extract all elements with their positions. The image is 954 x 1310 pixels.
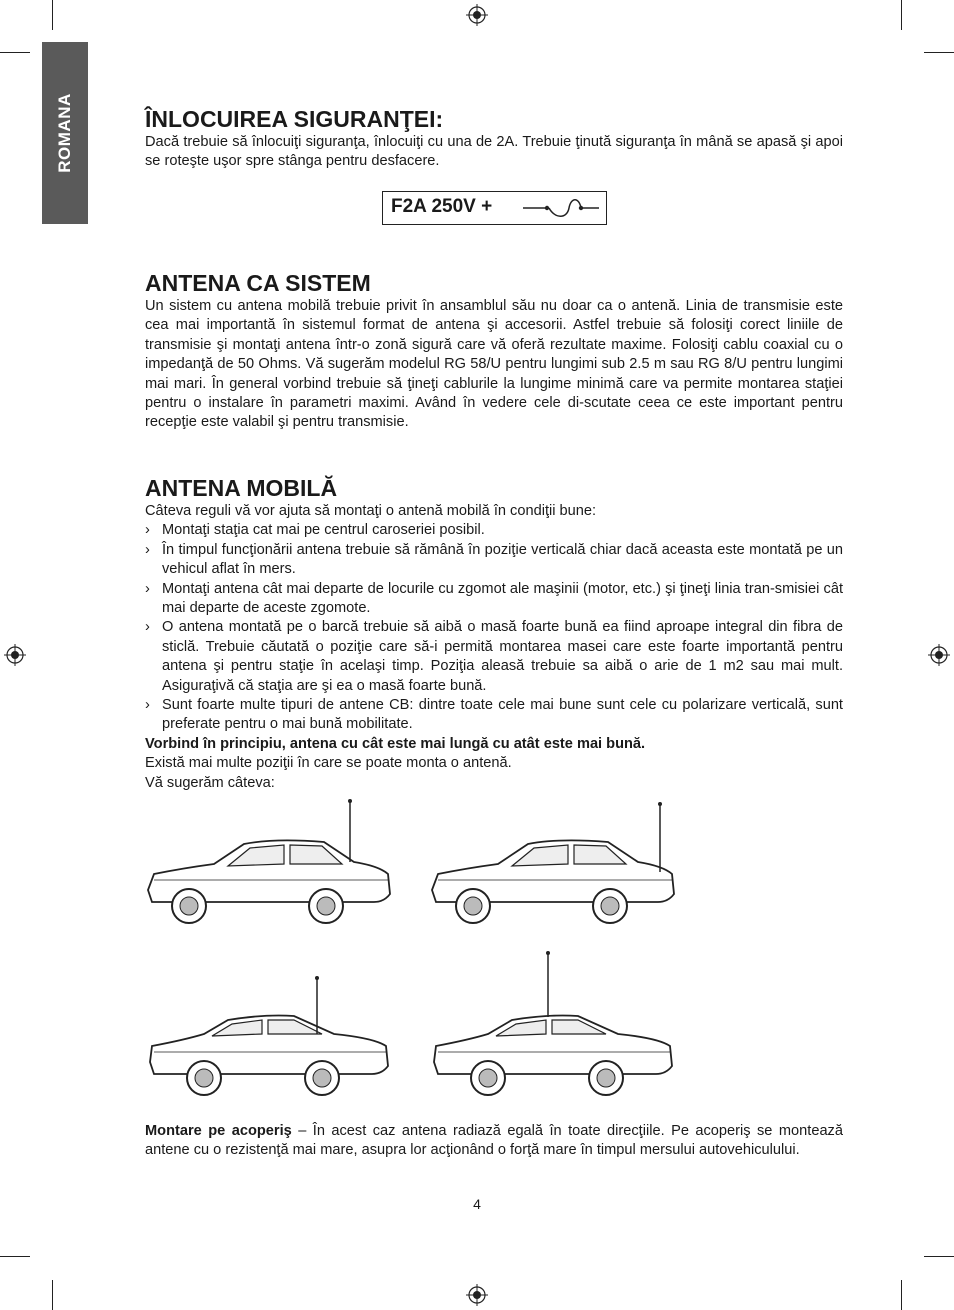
fuse-label: F2A 250V + bbox=[391, 196, 493, 217]
language-side-tab bbox=[42, 42, 88, 224]
fuse-symbol-box bbox=[382, 191, 607, 225]
roof-mount-bold: Montare pe acoperiş bbox=[145, 1123, 292, 1139]
list-item: › Montaţi staţia cat mai pe centrul caroseriei posibil. bbox=[145, 521, 843, 540]
bullet-marker: › bbox=[145, 619, 150, 636]
bullet-marker: › bbox=[145, 580, 150, 597]
suggest-line: Vă sugerăm câteva: bbox=[145, 774, 275, 791]
bullet-marker: › bbox=[145, 541, 150, 558]
mobile-antenna-heading: ANTENA MOBILĂ bbox=[145, 475, 338, 501]
antenna-system-heading: ANTENA CA SISTEM bbox=[145, 270, 371, 296]
mobile-antenna-intro: Câteva reguli vă vor ajuta să montaţi o antenă mobilă în condiţii bune: bbox=[145, 503, 597, 519]
bullet-marker: › bbox=[145, 522, 150, 539]
fuse-heading: ÎNLOCUIREA SIGURANŢEI: bbox=[145, 106, 444, 132]
fuse-symbol-icon bbox=[521, 195, 601, 221]
fuse-text: Dacă trebuie să înlocuiţi siguranţa, înlocuiţi cu una de 2A. Trebuie ţinută siguranţa în mână se apasă şi apoi se roteşte uşor spre stânga pentru desfacere. bbox=[145, 134, 843, 170]
crop-mark bbox=[52, 0, 53, 30]
bold-statement: Vorbind în principiu, antena cu cât este mai lungă cu atât este mai bună. bbox=[145, 735, 646, 752]
fuse-section bbox=[145, 106, 843, 172]
list-item: › Montaţi antena cât mai departe de locurile cu zgomot ale maşinii (motor, etc.) şi ţineţi linia tran-smisiei cât mai departe de aceste zgomote. bbox=[145, 580, 843, 617]
car-illustration-roof-antenna bbox=[144, 970, 394, 1100]
mobile-antenna-section bbox=[145, 475, 843, 793]
registration-mark-icon bbox=[928, 644, 950, 666]
positions-line: Există mai multe poziţii în care se poate monta o antenă. bbox=[145, 755, 512, 772]
roof-mount-text: Montare pe acoperiş – În acest caz antena radiază egală în toate direcţiile. Pe acoperiş se montează antene cu o rezistenţă mai mare, asupra lor acţionând o forţă mare în timpul mersului autovehiculului. bbox=[145, 1123, 843, 1159]
roof-mount-section bbox=[145, 1122, 843, 1161]
crop-mark bbox=[901, 1280, 902, 1310]
crop-mark bbox=[0, 52, 30, 53]
car-illustration-rear-fender-antenna bbox=[428, 798, 678, 928]
crop-mark bbox=[924, 1256, 954, 1257]
language-label: ROMANA bbox=[55, 93, 74, 173]
crop-mark bbox=[52, 1280, 53, 1310]
list-item: › În timpul funcţionării antena trebuie să rămână în poziţie verticală chiar dacă aceasta este montată pe un vehicul aflat în mers. bbox=[145, 541, 843, 578]
crop-mark bbox=[901, 0, 902, 30]
crop-mark bbox=[0, 1256, 30, 1257]
list-item: › O antena montată pe o barcă trebuie să aibă o masă foarte bună ea fiind aproape integral din fibra de sticlă. Trebuie căutată o poziţie care să-i permită montarea masei care este foarte importantă pentru antena şi pentru staţie în acelaşi timp. Poziţia aleasă trebuie sa aibă o arie de 1 m2 sau mai mult. Asiguraţivă că staţia are şi ea o masă foarte bună. bbox=[145, 619, 843, 694]
registration-mark-icon bbox=[466, 4, 488, 26]
registration-mark-icon bbox=[4, 644, 26, 666]
page-number: 4 bbox=[473, 1196, 481, 1212]
antenna-system-text: Un sistem cu antena mobilă trebuie privit în ansamblul său nu doar ca o antenă. Linia de transmisie este cea mai importantă în sistemul format de antena şi accesorii. Astfel trebuie să folosiţi corect liniile de transmisie şi montaţi antena într-o zonă sigură care vă oferă rezultate maxime. Folosiţi cablu coaxial cu o impedanţă de 50 Ohms. Vă sugerăm modelul RG 58/U pentru lungimi sub 2.5 m sau RG 8/U pentru lungimi mai mari. În general vorbind trebuie să ţineţi cablurile la lungime minimă care va permite montarea staţiei pentru o instalare în parametri maximi. Având în vedere cele di-scutate ceea ce este important pentru recepţie este valabil şi pentru transmisie. bbox=[145, 298, 843, 431]
crop-mark bbox=[924, 52, 954, 53]
car-illustration-roof-center-antenna bbox=[428, 945, 678, 1100]
list-item: › Sunt foarte multe tipuri de antene CB: dintre toate cele mai bune sunt cele cu polarizare verticală, sunt preferate pentru o mai bună mobilitate. bbox=[145, 697, 843, 733]
antenna-system-section bbox=[145, 270, 843, 433]
rules-list bbox=[145, 521, 843, 734]
car-illustration-rear-antenna bbox=[144, 798, 394, 928]
bullet-marker: › bbox=[145, 697, 150, 714]
registration-mark-icon bbox=[466, 1284, 488, 1306]
